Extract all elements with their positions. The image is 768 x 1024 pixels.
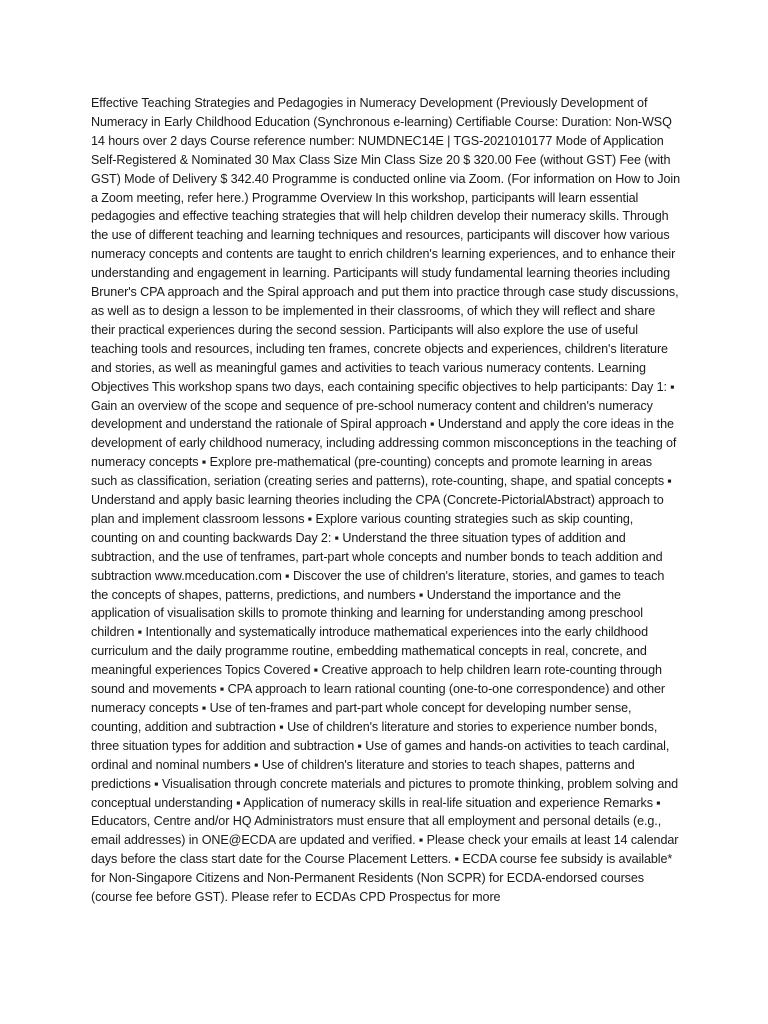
document-body-text: Effective Teaching Strategies and Pedagogies in Numeracy Development (Previously Development of Numeracy in Early Childhood Education (Synchronous e-learning) Certifiable Course: Duration: Non-WSQ 14 hours over 2 days Course reference number: NUMDNEC14E | TGS-2021010177 Mode of Application Self-Registered & Nominated 30 Max Class Size Min Class Size 20 $ 320.00 Fee (without GST) Fee (with GST) Mode of Delivery $ 342.40 Programme is conducted online via Zoom. (For information on How to Join a Zoom meeting, refer here.) Programme Overview In this workshop, participants will learn essential pedagogies and effective teaching strategies that will help children develop their numeracy skills. Through the use of different teaching and learning techniques and resources, participants will discover how various numeracy concepts and contents are taught to enrich children's learning experiences, and to enhance their understanding and engagement in learning. Participants will study fundamental learning theories including Bruner's CPA approach and the Spiral approach and put them into practice through case study discussions, as well as to design a lesson to be implemented in their classrooms, of which they will reflect and share their practical experiences during the second session. Participants will also explore the use of useful teaching tools and resources, including ten frames, concrete objects and experiences, children's literature and stories, as well as meaningful games and activities to teach various numeracy contents. Learning Objectives This workshop spans two days, each containing specific objectives to help participants: Day 1: ▪ Gain an overview of the scope and sequence of pre-school numeracy content and children's numeracy development and understand the rationale of Spiral approach ▪ Understand and apply the core ideas in the development of early childhood numeracy, including addressing common misconceptions in the teaching of numeracy concepts ▪ Explore pre-mathematical (pre-counting) concepts and promote learning in areas such as classification, seriation (creating series and patterns), rote-counting, shape, and spatial concepts ▪ Understand and apply basic learning theories including the CPA (Concrete-PictorialAbstract) approach to plan and implement classroom lessons ▪ Explore various counting strategies such as skip counting, counting on and counting backwards Day 2: ▪ Understand the three situation types of addition and subtraction, and the use of tenframes, part-part whole concepts and number bonds to teach addition and subtraction www.mceducation.com ▪ Discover the use of children's literature, stories, and games to teach the concepts of shapes, patterns, predictions, and numbers ▪ Understand the importance and the application of visualisation skills to promote thinking and learning for understanding among preschool children ▪ Intentionally and systematically introduce mathematical experiences into the early childhood curriculum and the daily programme routine, embedding mathematical concepts in real, concrete, and meaningful experiences Topics Covered ▪ Creative approach to help children learn rote-counting through sound and movements ▪ CPA approach to learn rational counting (one-to-one correspondence) and other numeracy concepts ▪ Use of ten-frames and part-part whole concept for developing number sense, counting, addition and subtraction ▪ Use of children's literature and stories to experience number bonds, three situation types for addition and subtraction ▪ Use of games and hands-on activities to teach cardinal, ordinal and nominal numbers ▪ Use of children's literature and stories to teach shapes, patterns and predictions ▪ Visualisation through concrete materials and pictures to promote thinking, problem solving and conceptual understanding ▪ Application of numeracy skills in real-life situation and experience Remarks ▪ Educators, Centre and/or HQ Administrators must ensure that all employment and personal details (e.g., email addresses) in ONE@ECDA are updated and verified. ▪ Please check your emails at least 14 calendar days before the class start date for the Course Placement Letters. ▪ ECDA course fee subsidy is available* for Non-Singapore Citizens and Non-Permanent Residents (Non SCPR) for ECDA-endorsed courses (course fee before GST). Please refer to ECDAs CPD Prospectus for more: [91, 96, 680, 905]
